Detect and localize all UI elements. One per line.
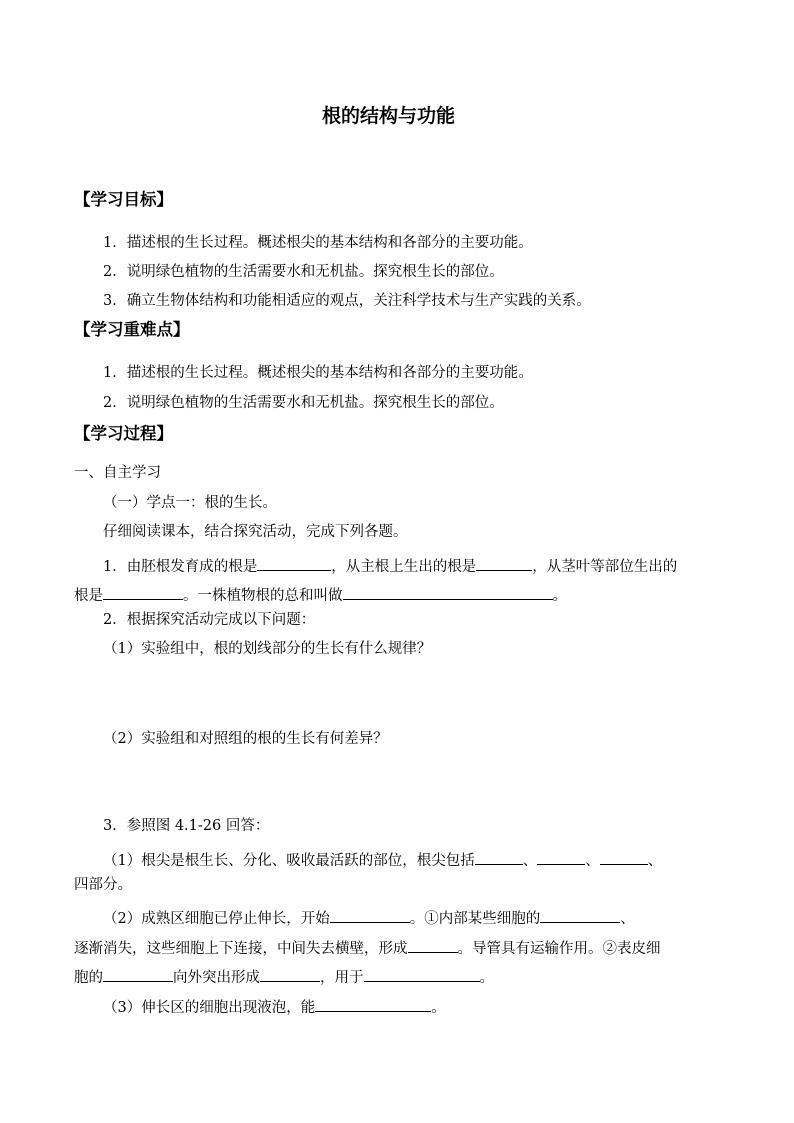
question-3-2-line-3: 胞的 向外突出形成 ，用于 。 (74, 966, 494, 986)
question-2: 2．根据探究活动完成以下问题： (103, 612, 316, 628)
answer-blank[interactable] (315, 996, 431, 1012)
question-3-2-line-1: （2）成熟区细胞已停止伸长，开始 。①内部某些细胞的 、 (103, 907, 635, 927)
question-1-line-2: 根是 。一株植物根的总和叫做 。 (74, 584, 567, 604)
question-3-1-line-1: （1）根尖是根生长、分化、吸收最活跃的部位，根尖包括 、 、 、 (103, 849, 662, 869)
answer-blank[interactable] (260, 966, 320, 982)
answer-blank[interactable] (330, 907, 410, 923)
answer-blank[interactable] (537, 849, 585, 865)
question-3-3: （3）伸长区的细胞出现液泡，能 。 (103, 996, 446, 1016)
part-heading: 一、自主学习 (74, 465, 161, 481)
question-3-1-line-2: 四部分。 (74, 877, 132, 893)
section-header-key-points: 【学习重难点】 (74, 320, 190, 339)
answer-blank[interactable] (476, 555, 532, 571)
question-1-line-1: 1．由胚根发育成的根是 ，从主根上生出的根是 ，从茎叶等部位生出的 (103, 555, 677, 575)
objective-item: 3．确立生物体结构和功能相适应的观点，关注科学技术与生产实践的关系。 (103, 293, 591, 309)
answer-blank[interactable] (103, 584, 183, 600)
answer-blank[interactable] (540, 907, 620, 923)
page-title: 根的结构与功能 (322, 105, 456, 127)
answer-blank[interactable] (103, 966, 173, 982)
question-2-2: （2）实验组和对照组的根的生长有何差异？ (103, 731, 388, 747)
section-header-process: 【学习过程】 (74, 424, 173, 443)
objective-item: 2．说明绿色植物的生活需要水和无机盐。探究根生长的部位。 (103, 264, 504, 280)
answer-blank[interactable] (257, 555, 331, 571)
question-3-2-line-2: 逐渐消失，这些细胞上下连接，中间失去横壁，形成 。导管具有运输作用。②表皮细 (74, 937, 661, 957)
instruction-text: 仔细阅读课本，结合探究活动，完成下列各题。 (103, 524, 408, 540)
objective-item: 1．描述根的生长过程。概述根尖的基本结构和各部分的主要功能。 (103, 235, 533, 251)
question-3: 3．参照图 4.1-26 回答： (103, 818, 270, 834)
answer-blank[interactable] (343, 584, 553, 600)
key-point-item: 2．说明绿色植物的生活需要水和无机盐。探究根生长的部位。 (103, 395, 504, 411)
key-point-item: 1．描述根的生长过程。概述根尖的基本结构和各部分的主要功能。 (103, 365, 533, 381)
answer-blank[interactable] (475, 849, 523, 865)
section-header-objectives: 【学习目标】 (74, 190, 173, 209)
sub-heading: （一）学点一：根的生长。 (103, 495, 277, 511)
question-2-1: （1）实验组中，根的划线部分的生长有什么规律？ (103, 641, 432, 657)
answer-blank[interactable] (600, 849, 648, 865)
answer-blank[interactable] (364, 966, 480, 982)
answer-blank[interactable] (408, 937, 458, 953)
